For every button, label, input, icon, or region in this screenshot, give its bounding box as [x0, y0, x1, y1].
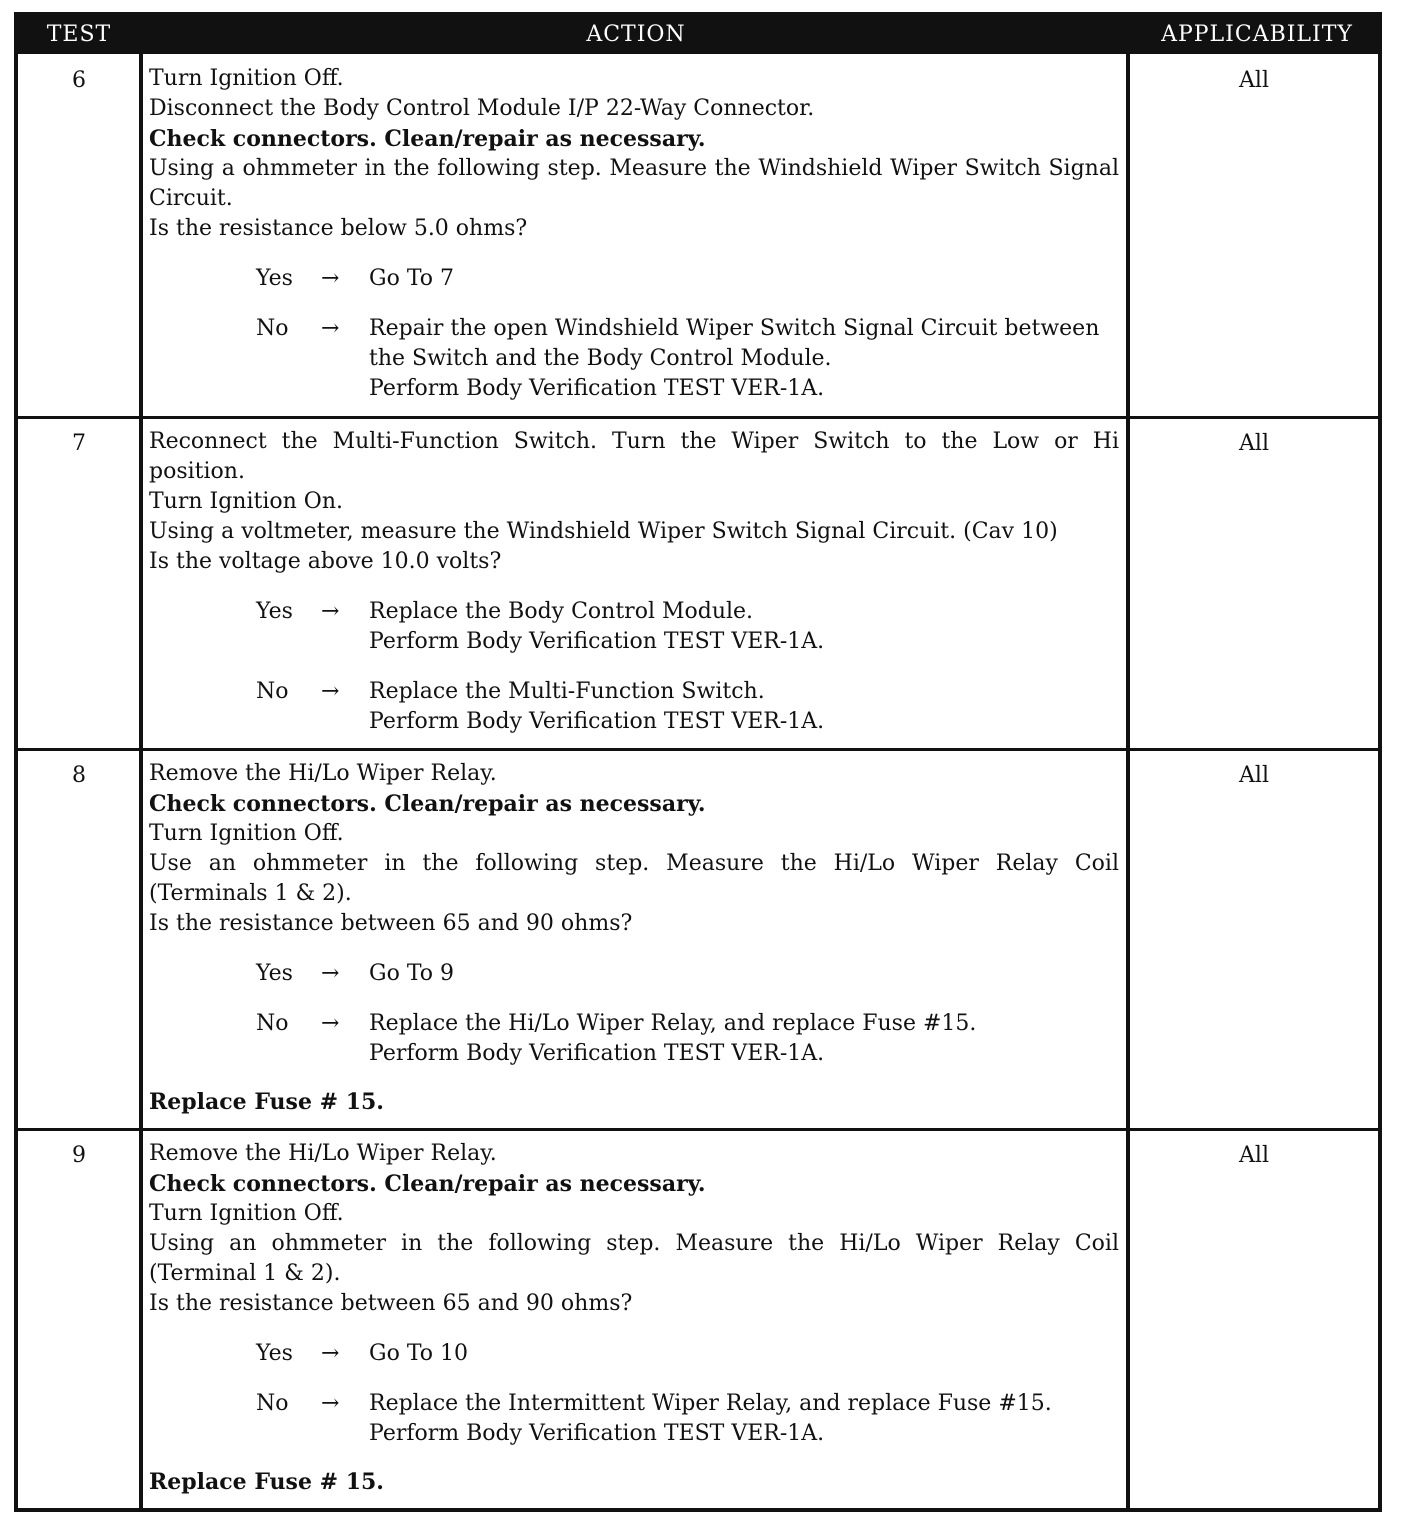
action-line: Remove the Hi/Lo Wiper Relay. [149, 1141, 497, 1166]
table-row [18, 751, 1378, 1128]
header-test: TEST [46, 22, 112, 47]
action-line: Using a voltmeter, measure the Windshield Wiper Switch Signal Circuit. (Cav 10) [149, 519, 1058, 544]
arrow-icon: → [321, 679, 340, 704]
action-line: Turn Ignition Off. [149, 1201, 344, 1226]
option-line: Replace the Intermittent Wiper Relay, and replace Fuse #15. [369, 1391, 1052, 1416]
option-line: Go To 9 [369, 961, 455, 986]
header-action: ACTION [586, 22, 686, 47]
applicability-cell: All [1239, 763, 1269, 788]
arrow-icon: → [321, 266, 340, 291]
option-line: Perform Body Verification TEST VER-1A. [369, 376, 825, 401]
yes-label: Yes [256, 266, 293, 291]
table-header [18, 16, 1378, 54]
action-line: Using a ohmmeter in the following step. Measure the Windshield Wiper Switch Signal Circuit. [149, 156, 1119, 211]
action-cell [149, 427, 1119, 737]
yes-option [149, 264, 1119, 294]
action-cell [149, 64, 1119, 404]
action-line: Is the resistance below 5.0 ohms? [149, 216, 528, 241]
table-row [18, 419, 1378, 748]
no-option [149, 1009, 1119, 1069]
action-line: Use an ohmmeter in the following step. Measure the Hi/Lo Wiper Relay Coil (Terminals 1 & 2). [149, 851, 1119, 906]
action-line: Turn Ignition Off. [149, 66, 344, 91]
arrow-icon: → [321, 1391, 340, 1416]
arrow-icon: → [321, 1341, 340, 1366]
test-number: 7 [72, 431, 86, 456]
option-line: Go To 7 [369, 266, 455, 291]
option-line: Perform Body Verification TEST VER-1A. [369, 1041, 825, 1066]
option-line: Replace the Body Control Module. [369, 599, 754, 624]
no-option [149, 677, 1119, 737]
action-line: Turn Ignition Off. [149, 821, 344, 846]
option-line: Repair the open Windshield Wiper Switch Signal Circuit between the Switch and the Body Control Module. [369, 316, 1100, 371]
diagnostic-table [14, 12, 1382, 1512]
footer-note: Replace Fuse # 15. [149, 1469, 384, 1495]
action-line-bold: Check connectors. Clean/repair as necessary. [149, 791, 706, 817]
option-line: Replace the Hi/Lo Wiper Relay, and replace Fuse #15. [369, 1011, 977, 1036]
option-line: Go To 10 [369, 1341, 469, 1366]
action-line: Remove the Hi/Lo Wiper Relay. [149, 761, 497, 786]
table-row [18, 56, 1378, 416]
no-label: No [256, 1391, 289, 1416]
no-option [149, 1389, 1119, 1449]
action-line: Reconnect the Multi-Function Switch. Turn the Wiper Switch to the Low or Hi position. [149, 429, 1119, 484]
yes-label: Yes [256, 1341, 293, 1366]
yes-label: Yes [256, 961, 293, 986]
test-number: 9 [72, 1143, 86, 1168]
arrow-icon: → [321, 316, 340, 341]
arrow-icon: → [321, 1011, 340, 1036]
yes-label: Yes [256, 599, 293, 624]
yes-option [149, 597, 1119, 657]
action-line: Turn Ignition On. [149, 489, 343, 514]
action-line: Is the resistance between 65 and 90 ohms? [149, 1291, 633, 1316]
applicability-cell: All [1239, 68, 1269, 93]
option-line: Perform Body Verification TEST VER-1A. [369, 1421, 825, 1446]
option-line: Perform Body Verification TEST VER-1A. [369, 629, 825, 654]
action-line-bold: Check connectors. Clean/repair as necessary. [149, 1171, 706, 1197]
no-label: No [256, 679, 289, 704]
test-number: 6 [72, 68, 86, 93]
action-line: Is the resistance between 65 and 90 ohms? [149, 911, 633, 936]
applicability-cell: All [1239, 431, 1269, 456]
action-cell [149, 759, 1119, 1117]
action-line: Disconnect the Body Control Module I/P 22-Way Connector. [149, 96, 815, 121]
test-number: 8 [72, 763, 86, 788]
table-row [18, 1131, 1378, 1512]
no-option [149, 314, 1119, 404]
yes-option [149, 1339, 1119, 1369]
action-line: Is the voltage above 10.0 volts? [149, 549, 502, 574]
option-line: Perform Body Verification TEST VER-1A. [369, 709, 825, 734]
applicability-cell: All [1239, 1143, 1269, 1168]
arrow-icon: → [321, 961, 340, 986]
footer-note: Replace Fuse # 15. [149, 1089, 384, 1115]
option-line: Replace the Multi-Function Switch. [369, 679, 765, 704]
yes-option [149, 959, 1119, 989]
arrow-icon: → [321, 599, 340, 624]
action-line: Using an ohmmeter in the following step. Measure the Hi/Lo Wiper Relay Coil (Terminal 1 & 2). [149, 1231, 1119, 1286]
no-label: No [256, 316, 289, 341]
action-cell [149, 1139, 1119, 1497]
header-applicability: APPLICABILITY [1161, 22, 1353, 47]
no-label: No [256, 1011, 289, 1036]
action-line-bold: Check connectors. Clean/repair as necessary. [149, 126, 706, 152]
